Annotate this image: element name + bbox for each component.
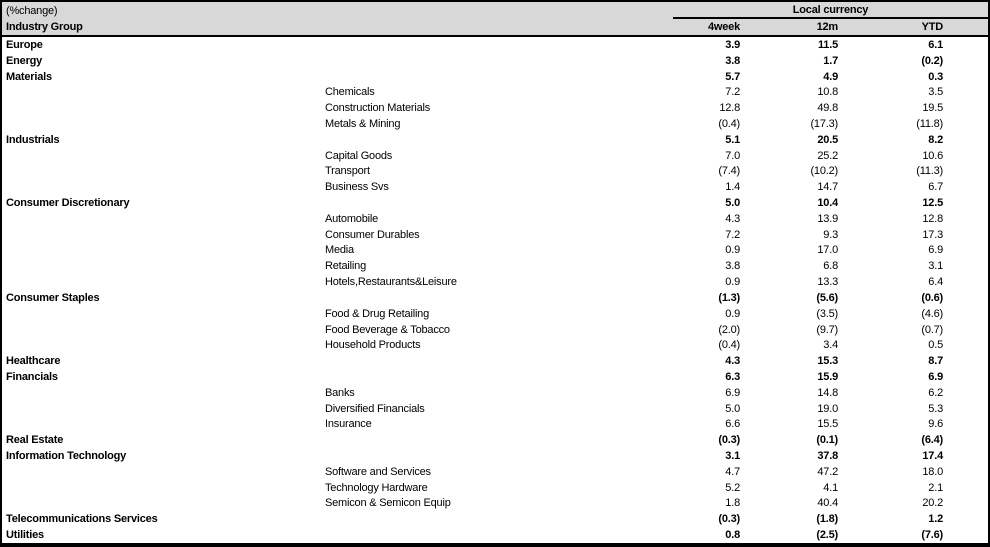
value-cell-ytd: (7.6) (921, 529, 943, 542)
table-row (2, 385, 988, 401)
table-row (2, 195, 988, 211)
value-cell-4week: 3.9 (725, 38, 740, 51)
value-cell-4week: 5.0 (725, 197, 740, 210)
table-row (2, 511, 988, 527)
table-row (2, 337, 988, 353)
value-cell-12m: 4.9 (823, 70, 838, 83)
row-label: Food Beverage & Tobacco (325, 323, 450, 336)
value-cell-ytd: 19.5 (922, 102, 943, 115)
value-cell-12m: 11.5 (817, 38, 838, 51)
value-cell-ytd: 3.1 (928, 260, 943, 273)
row-label: Energy (6, 54, 43, 67)
table-row (2, 227, 988, 243)
value-cell-4week: (7.4) (718, 165, 740, 178)
row-label: Real Estate (6, 434, 64, 447)
local-currency-label: Local currency (792, 3, 869, 16)
row-label: Construction Materials (325, 102, 431, 115)
row-label: Capital Goods (325, 149, 393, 162)
value-cell-ytd: 5.3 (928, 402, 943, 415)
row-label: Media (325, 244, 354, 257)
value-cell-4week: (0.3) (718, 434, 740, 447)
row-label: Consumer Durables (325, 228, 420, 241)
value-cell-4week: (0.4) (718, 117, 740, 130)
value-cell-12m: 4.1 (823, 481, 838, 494)
value-cell-ytd: (0.7) (921, 323, 943, 336)
value-cell-ytd: (4.6) (921, 307, 943, 320)
value-cell-4week: 3.1 (725, 450, 740, 463)
table-row (2, 37, 988, 53)
header-row-top (2, 2, 988, 19)
value-cell-4week: 0.8 (725, 529, 740, 542)
value-cell-ytd: (11.8) (916, 117, 943, 130)
value-cell-ytd: 6.9 (928, 244, 943, 257)
value-cell-4week: 5.7 (725, 70, 740, 83)
value-cell-ytd: 20.2 (922, 497, 943, 510)
table-row (2, 306, 988, 322)
row-label: Utilities (6, 529, 44, 542)
table-row (2, 179, 988, 195)
value-cell-12m: 6.8 (823, 260, 838, 273)
value-cell-4week: 7.2 (725, 228, 740, 241)
row-label: Metals & Mining (325, 117, 401, 130)
value-cell-12m: 47.2 (817, 465, 838, 478)
row-label: Household Products (325, 339, 421, 352)
value-cell-12m: (17.3) (810, 117, 838, 130)
row-label: Healthcare (6, 355, 61, 368)
table-row (2, 258, 988, 274)
value-cell-4week: 3.8 (725, 54, 740, 67)
row-label: Europe (6, 38, 43, 51)
value-cell-4week: 6.9 (725, 386, 740, 399)
row-label: Software and Services (325, 465, 431, 478)
row-label: Banks (325, 386, 355, 399)
value-cell-ytd: 6.1 (928, 38, 943, 51)
row-label: Business Svs (325, 181, 389, 194)
row-label: Financials (6, 370, 58, 383)
column-header-ytd: YTD (921, 21, 943, 33)
value-cell-4week: (2.0) (718, 323, 740, 336)
table-row (2, 116, 988, 132)
value-cell-12m: (1.8) (816, 513, 838, 526)
table-row (2, 322, 988, 338)
value-cell-4week: 0.9 (725, 307, 740, 320)
row-label: Consumer Staples (6, 291, 100, 304)
value-cell-12m: (9.7) (816, 323, 838, 336)
row-label: Hotels,Restaurants&Leisure (325, 276, 457, 289)
value-cell-4week: 5.2 (725, 481, 740, 494)
value-cell-4week: (0.3) (718, 513, 740, 526)
value-cell-4week: (0.4) (718, 339, 740, 352)
value-cell-ytd: (11.3) (916, 165, 943, 178)
value-cell-12m: 15.9 (817, 370, 838, 383)
table-row (2, 496, 988, 512)
value-cell-4week: 12.8 (719, 102, 740, 115)
header-row-columns (2, 19, 988, 35)
value-cell-ytd: 2.1 (928, 481, 943, 494)
row-label: Chemicals (325, 86, 375, 99)
table-row (2, 432, 988, 448)
value-cell-ytd: 6.2 (928, 386, 943, 399)
row-label: Consumer Discretionary (6, 197, 130, 210)
table-row (2, 480, 988, 496)
table-row (2, 417, 988, 433)
table-row (2, 274, 988, 290)
value-cell-4week: 7.0 (725, 149, 740, 162)
value-cell-4week: 1.8 (725, 497, 740, 510)
value-cell-ytd: 17.4 (922, 450, 943, 463)
value-cell-ytd: 12.5 (922, 197, 943, 210)
row-label: Food & Drug Retailing (325, 307, 430, 320)
value-cell-12m: 19.0 (817, 402, 838, 415)
value-cell-ytd: 10.6 (922, 149, 943, 162)
value-cell-4week: 0.9 (725, 244, 740, 257)
row-label: Telecommunications Services (6, 513, 158, 526)
value-cell-12m: 13.3 (817, 276, 838, 289)
table-row (2, 448, 988, 464)
value-cell-12m: 40.4 (817, 497, 838, 510)
value-cell-12m: (2.5) (816, 529, 838, 542)
value-cell-ytd: (0.6) (921, 291, 943, 304)
value-cell-4week: 1.4 (725, 181, 740, 194)
value-cell-12m: 10.4 (817, 197, 838, 210)
row-label: Information Technology (6, 450, 127, 463)
value-cell-ytd: 0.5 (928, 339, 943, 352)
value-cell-ytd: (0.2) (921, 54, 943, 67)
table-row (2, 148, 988, 164)
value-cell-12m: (3.5) (816, 307, 838, 320)
table-row (2, 290, 988, 306)
value-cell-12m: 10.8 (817, 86, 838, 99)
row-label: Diversified Financials (325, 402, 425, 415)
table-row (2, 211, 988, 227)
local-currency-group-header (673, 2, 988, 19)
value-cell-ytd: 8.7 (928, 355, 943, 368)
row-label: Semicon & Semicon Equip (325, 497, 451, 510)
value-cell-4week: (1.3) (718, 291, 740, 304)
table-row (2, 527, 988, 543)
table-row (2, 401, 988, 417)
table-row (2, 353, 988, 369)
value-cell-ytd: 12.8 (922, 212, 943, 225)
row-label: Industrials (6, 133, 60, 146)
value-cell-12m: 15.3 (817, 355, 838, 368)
value-cell-ytd: 0.3 (928, 70, 943, 83)
row-label: Transport (325, 165, 370, 178)
row-label: Retailing (325, 260, 367, 273)
value-cell-12m: 49.8 (817, 102, 838, 115)
value-cell-ytd: 6.9 (928, 370, 943, 383)
value-cell-4week: 7.2 (725, 86, 740, 99)
table-row (2, 69, 988, 85)
column-header-4week: 4week (707, 21, 740, 33)
table-body (2, 37, 988, 543)
value-cell-12m: 17.0 (817, 244, 838, 257)
value-cell-12m: 14.7 (817, 181, 838, 194)
table-row (2, 84, 988, 100)
table-row (2, 369, 988, 385)
table-row (2, 132, 988, 148)
value-cell-12m: 13.9 (817, 212, 838, 225)
value-cell-4week: 4.7 (725, 465, 740, 478)
value-cell-ytd: 1.2 (928, 513, 943, 526)
column-header-12m: 12m (816, 21, 838, 33)
value-cell-4week: 3.8 (725, 260, 740, 273)
value-cell-4week: 5.1 (725, 133, 740, 146)
table-header (2, 2, 988, 37)
value-cell-ytd: 6.7 (928, 181, 943, 194)
row-label: Technology Hardware (325, 481, 428, 494)
row-label: Automobile (325, 212, 379, 225)
row-label: Insurance (325, 418, 372, 431)
value-cell-ytd: 8.2 (928, 133, 943, 146)
value-cell-12m: 20.5 (817, 133, 838, 146)
value-cell-12m: 3.4 (823, 339, 838, 352)
value-cell-12m: (10.2) (810, 165, 838, 178)
value-cell-4week: 0.9 (725, 276, 740, 289)
value-cell-12m: (5.6) (816, 291, 838, 304)
table-row (2, 243, 988, 259)
value-cell-ytd: 6.4 (928, 276, 943, 289)
value-cell-ytd: (6.4) (921, 434, 943, 447)
value-cell-ytd: 3.5 (928, 86, 943, 99)
table-row (2, 53, 988, 69)
value-cell-4week: 5.0 (725, 402, 740, 415)
table-row (2, 100, 988, 116)
value-cell-4week: 4.3 (725, 212, 740, 225)
value-cell-4week: 6.3 (725, 370, 740, 383)
value-cell-12m: 15.5 (817, 418, 838, 431)
value-cell-4week: 6.6 (725, 418, 740, 431)
value-cell-ytd: 17.3 (922, 228, 943, 241)
industry-group-column-header: Industry Group (6, 21, 83, 33)
value-cell-ytd: 18.0 (922, 465, 943, 478)
value-cell-12m: 9.3 (823, 228, 838, 241)
pct-change-label: (%change) (6, 4, 58, 17)
value-cell-12m: 37.8 (817, 450, 838, 463)
value-cell-4week: 4.3 (725, 355, 740, 368)
value-cell-ytd: 9.6 (928, 418, 943, 431)
table-row (2, 164, 988, 180)
value-cell-12m: 25.2 (817, 149, 838, 162)
value-cell-12m: 14.8 (817, 386, 838, 399)
value-cell-12m: 1.7 (823, 54, 838, 67)
value-cell-12m: (0.1) (816, 434, 838, 447)
row-label: Materials (6, 70, 52, 83)
table-row (2, 464, 988, 480)
